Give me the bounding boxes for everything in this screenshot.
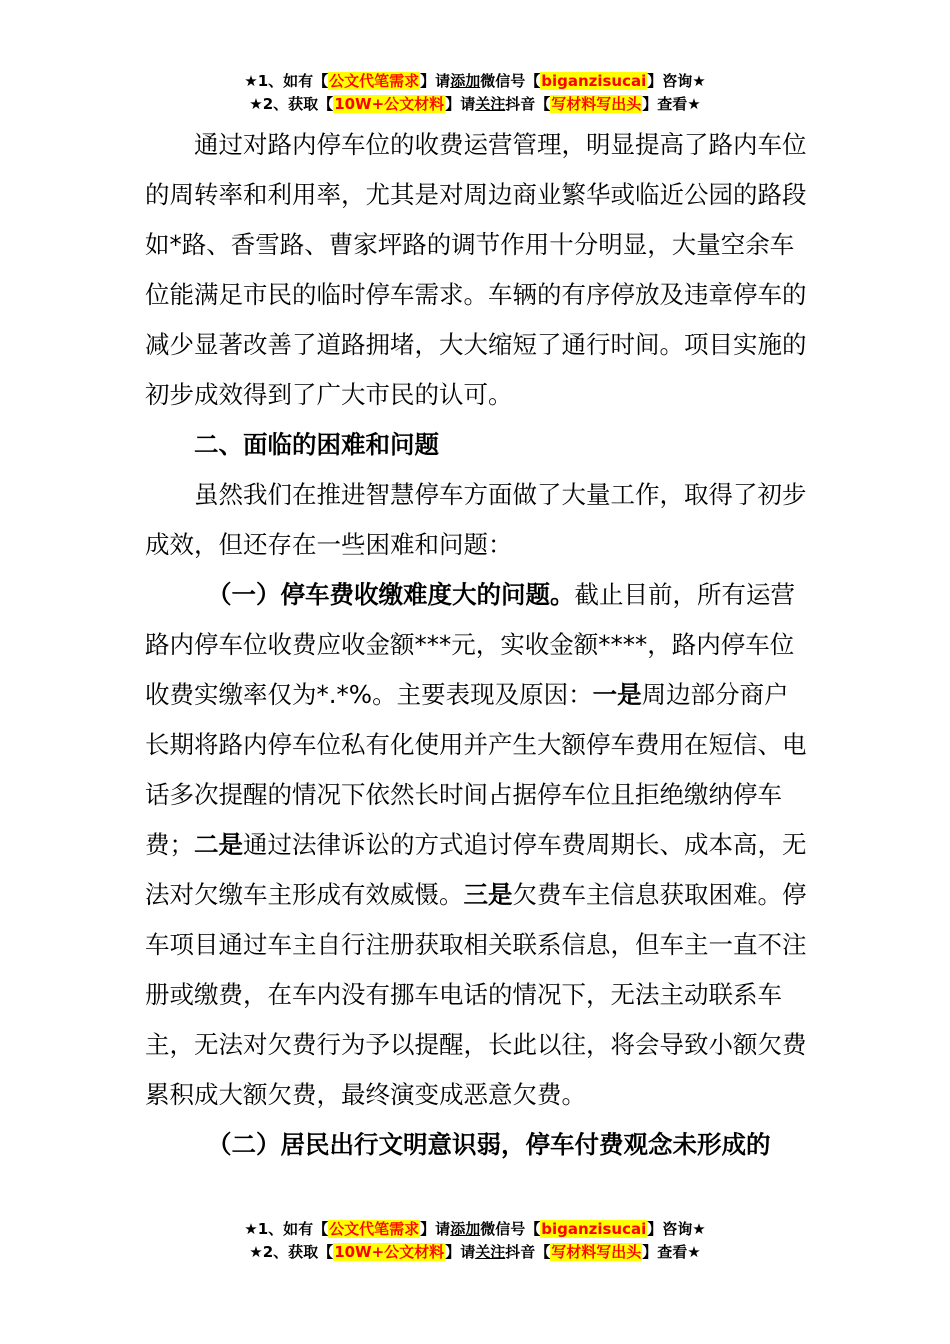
paragraph-intro: 虽然我们在推进智慧停车方面做了大量工作，取得了初步成效，但还存在一些困难和问题： — [145, 480, 807, 559]
banner-line-2: ★2、获取【10W+公文材料】请关注抖音【写材料写出头】查看★ — [249, 95, 701, 113]
banner-line-1: ★1、如有【公文代笔需求】请添加微信号【biganzisucai】咨询★ — [244, 1220, 706, 1238]
footer-banner — [0, 1218, 950, 1264]
subsection-title-2: （二）居民出行文明意识弱，停车付费观念未形成的 — [207, 1130, 771, 1159]
paragraph-fee-collection: （一）停车费收缴难度大的问题。截止目前，所有运营路内停车位收费应收金额***元，实收金额****，路内停车位收费实缴率仅为*.*%。主要表现及原因：一是周边部分商户长期将路内停车位私有化使用并产生大额停车费用在短信、电话多次提醒的情况下依然长时间占据停车位且拒绝缴纳停车费；二是通过法律诉讼的方式追讨停车费周期长、成本高，无法对欠缴车主形成有效威慑。三是欠费车主信息获取困难。停车项目通过车主自行注册获取相关联系信息，但车主一直不注册或缴费，在车内没有挪车电话的情况下，无法主动联系车主，无法对欠费行为予以提醒，长此以往，将会导致小额欠费累积成大额欠费，最终演变成恶意欠费。 — [145, 580, 807, 1109]
header-banner — [0, 70, 950, 116]
banner-line-1: ★1、如有【公文代笔需求】请添加微信号【biganzisucai】咨询★ — [244, 72, 706, 90]
banner-line-2: ★2、获取【10W+公文材料】请关注抖音【写材料写出头】查看★ — [249, 1243, 701, 1261]
subsection-title-1: （一）停车费收缴难度大的问题。 — [207, 580, 575, 609]
document-body — [145, 120, 809, 1170]
section-heading-problems: 二、面临的困难和问题 — [194, 430, 439, 459]
paragraph-results: 通过对路内停车位的收费运营管理，明显提高了路内车位的周转率和利用率，尤其是对周边商业繁华或临近公园的路段如*路、香雪路、曹家坪路的调节作用十分明显，大量空余车位能满足市民的临时停车需求。车辆的有序停放及违章停车的减少显著改善了道路拥堵，大大缩短了通行时间。项目实施的初步成效得到了广大市民的认可。 — [145, 130, 807, 409]
